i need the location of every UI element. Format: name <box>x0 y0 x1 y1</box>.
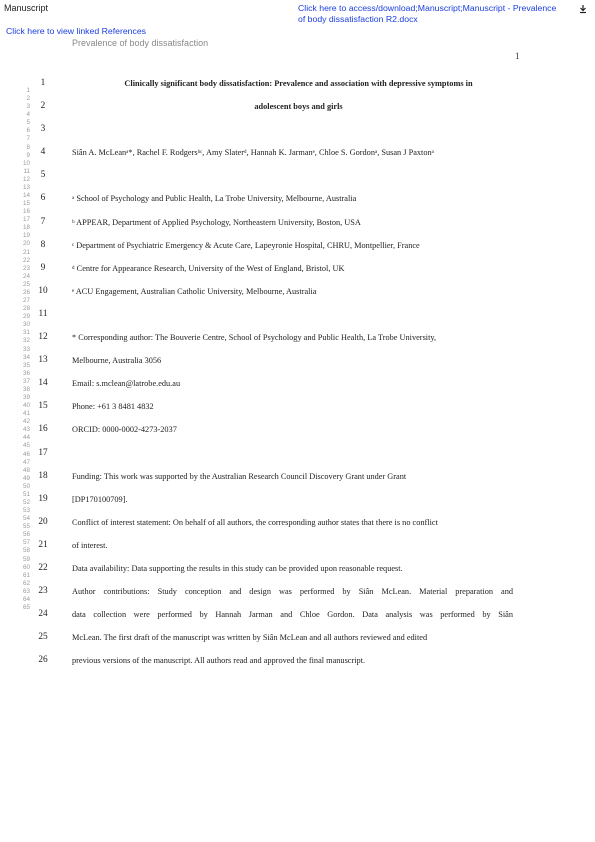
continuous-line-number: 47 <box>22 458 30 466</box>
continuous-line-number: 18 <box>22 224 30 232</box>
manuscript-line <box>0 604 595 627</box>
line-text: ᵈ Centre for Appearance Research, University of the West of England, Bristol, UK <box>72 263 345 273</box>
continuous-line-number: 3 <box>26 103 30 111</box>
continuous-line-number: 9 <box>26 151 30 159</box>
continuous-line-number: 26 <box>22 288 30 296</box>
continuous-line-number: 50 <box>22 482 30 490</box>
continuous-line-number: 48 <box>22 466 30 474</box>
continuous-line-number: 55 <box>22 523 30 531</box>
line-number: 12 <box>38 332 48 343</box>
page-number: 1 <box>515 51 520 61</box>
line-text: previous versions of the manuscript. All authors read and approved the final manuscript. <box>72 656 366 666</box>
continuous-line-number: 5 <box>26 119 30 127</box>
manuscript-line <box>0 650 595 673</box>
continuous-line-number: 62 <box>22 579 30 587</box>
manuscript-label: Manuscript <box>4 3 49 13</box>
line-text: Author contributions: Study conception and design was performed by Siân McLean. Material preparation and <box>72 587 513 597</box>
line-text: ᵉ ACU Engagement, Australian Catholic University, Melbourne, Australia <box>72 286 317 296</box>
continuous-line-number: 14 <box>22 192 30 200</box>
title-text: Clinically significant body dissatisfaction: Prevalence and association with depressive symptoms in <box>124 79 473 88</box>
manuscript-line <box>0 443 595 466</box>
continuous-line-number: 34 <box>22 353 30 361</box>
manuscript-line <box>0 304 595 327</box>
line-number: 1 <box>40 78 46 88</box>
manuscript-line <box>0 281 595 304</box>
manuscript-line <box>0 581 595 604</box>
continuous-line-number: 45 <box>22 442 30 450</box>
line-text: Data availability: Data supporting the results in this study can be provided upon reasonable request. <box>72 563 403 573</box>
continuous-line-number: 1 <box>26 87 30 94</box>
line-number: 22 <box>38 562 48 573</box>
line-number: 10 <box>38 285 48 296</box>
continuous-line-number: 54 <box>22 515 30 523</box>
continuous-line-number: 12 <box>22 175 30 183</box>
continuous-line-number: 56 <box>22 531 30 539</box>
line-text: * Corresponding author: The Bouverie Centre, School of Psychology and Public Health, La Trobe University, <box>72 333 437 343</box>
manuscript-line <box>0 258 595 281</box>
continuous-line-number: 37 <box>22 377 30 385</box>
line-number: 15 <box>38 401 48 412</box>
continuous-line-number: 4 <box>26 111 30 119</box>
continuous-line-number: 25 <box>22 280 30 288</box>
line-number: 19 <box>38 493 48 504</box>
line-text: data collection were performed by Hannah Jarman and Chloe Gordon. Data analysis was performed by Siân <box>72 610 513 620</box>
line-number: 20 <box>38 516 48 527</box>
line-number: 4 <box>40 147 46 158</box>
manuscript-line <box>0 489 595 512</box>
continuous-line-number: 58 <box>22 547 30 555</box>
continuous-line-number: 24 <box>22 272 30 280</box>
continuous-line-number: 39 <box>22 393 30 401</box>
line-number: 24 <box>38 609 48 620</box>
manuscript-line <box>0 350 595 373</box>
line-number: 14 <box>38 378 48 389</box>
line-text: Conflict of interest statement: On behalf of all authors, the corresponding author states that there is no conflict <box>72 517 438 527</box>
continuous-line-number: 63 <box>22 587 30 595</box>
manuscript-line <box>0 419 595 442</box>
line-number: 18 <box>38 470 48 481</box>
line-text: ORCID: 0000-0002-4273-2037 <box>72 425 177 435</box>
line-number: 7 <box>40 216 46 227</box>
continuous-line-number: 64 <box>22 595 30 603</box>
line-text: [DP170100709]. <box>72 494 128 504</box>
manuscript-body <box>0 73 595 673</box>
continuous-line-number: 27 <box>22 297 30 305</box>
continuous-line-number: 35 <box>22 361 30 369</box>
continuous-line-number: 33 <box>22 345 30 353</box>
line-text: Melbourne, Australia 3056 <box>72 356 162 366</box>
manuscript-line <box>0 165 595 188</box>
line-text: Siân A. McLeanᵃ*, Rachel F. Rodgersᵇᶜ, Amy Slaterᵈ, Hannah K. Jarmanᵉ, Chloe S. Gordonᵃ, Susan J Paxtonᵃ <box>72 148 434 158</box>
continuous-line-number: 23 <box>22 264 30 272</box>
line-text[interactable]: Email: s.mclean@latrobe.edu.au <box>72 379 181 389</box>
continuous-line-number: 57 <box>22 539 30 547</box>
line-number: 11 <box>38 308 48 319</box>
line-text: Funding: This work was supported by the Australian Research Council Discovery Grant under Grant <box>72 471 407 481</box>
line-number: 9 <box>40 262 46 273</box>
continuous-line-number: 65 <box>22 604 30 611</box>
title-text: adolescent boys and girls <box>254 102 343 112</box>
continuous-line-number: 43 <box>22 426 30 434</box>
continuous-line-number: 36 <box>22 369 30 377</box>
line-text: McLean. The first draft of the manuscript was written by Siân McLean and all authors reviewed and edited <box>72 633 428 643</box>
continuous-line-number: 10 <box>22 159 30 167</box>
continuous-line-number: 30 <box>22 321 30 329</box>
line-text: ᵇ APPEAR, Department of Applied Psychology, Northeastern University, Boston, USA <box>72 217 361 227</box>
line-number: 8 <box>40 239 46 250</box>
manuscript-line <box>0 373 595 396</box>
access-download-link[interactable]: Click here to access/download;Manuscript;Manuscript - Prevalence of body dissatisfaction R2.docx <box>298 3 557 24</box>
manuscript-line <box>0 535 595 558</box>
line-number: 5 <box>40 170 46 181</box>
continuous-line-number: 40 <box>22 402 30 410</box>
manuscript-line <box>0 327 595 350</box>
continuous-line-number: 11 <box>23 167 30 175</box>
line-number: 17 <box>38 447 48 458</box>
line-number: 6 <box>40 193 46 204</box>
continuous-line-number: 49 <box>22 474 30 482</box>
manuscript-line <box>0 235 595 258</box>
manuscript-line <box>0 393 595 419</box>
manuscript-line <box>0 119 595 142</box>
continuous-line-number: 15 <box>22 200 30 208</box>
continuous-line-number: 7 <box>26 135 30 143</box>
line-text: of interest. <box>72 540 108 550</box>
line-number: 2 <box>40 101 46 112</box>
manuscript-line <box>0 96 595 119</box>
manuscript-line <box>0 466 595 489</box>
manuscript-line <box>0 555 595 581</box>
continuous-line-number: 22 <box>22 256 30 264</box>
continuous-line-number: 52 <box>22 498 30 506</box>
running-head: Prevalence of body dissatisfaction <box>72 38 209 48</box>
continuous-line-number: 17 <box>22 216 30 224</box>
continuous-line-number: 44 <box>22 434 30 442</box>
continuous-line-number: 16 <box>22 208 30 216</box>
continuous-line-number: 29 <box>22 313 30 321</box>
continuous-line-number: 2 <box>26 95 30 103</box>
continuous-line-number: 46 <box>22 450 30 458</box>
manuscript-line <box>0 142 595 165</box>
line-number: 13 <box>38 355 48 366</box>
continuous-line-number: 41 <box>22 410 30 418</box>
continuous-line-number: 19 <box>22 232 30 240</box>
continuous-line-number: 6 <box>26 127 30 135</box>
download-arrow-icon[interactable] <box>578 4 588 14</box>
line-text: Phone: +61 3 8481 4832 <box>72 402 154 412</box>
linked-references-link[interactable]: Click here to view linked References <box>6 26 147 36</box>
continuous-line-number: 53 <box>22 507 30 515</box>
continuous-line-number: 61 <box>22 571 30 579</box>
line-number: 23 <box>38 586 48 597</box>
continuous-line-number: 21 <box>22 248 30 256</box>
continuous-line-number: 60 <box>22 563 30 571</box>
line-number: 16 <box>38 424 48 435</box>
manuscript-line <box>0 212 595 235</box>
continuous-line-number: 42 <box>22 418 30 426</box>
continuous-line-number: 31 <box>22 329 30 337</box>
manuscript-line <box>0 512 595 535</box>
line-number: 3 <box>40 124 46 135</box>
manuscript-line <box>0 627 595 650</box>
continuous-line-number: 59 <box>22 555 30 563</box>
manuscript-line <box>0 188 595 211</box>
continuous-line-number: 8 <box>26 143 30 151</box>
line-number: 21 <box>38 539 48 550</box>
continuous-line-number: 20 <box>22 240 30 248</box>
continuous-line-number: 38 <box>22 385 30 393</box>
continuous-line-number: 51 <box>22 490 30 498</box>
line-text: ᶜ Department of Psychiatric Emergency & Acute Care, Lapeyronie Hospital, CHRU, Montpellier, France <box>72 240 420 250</box>
line-number: 25 <box>38 632 48 643</box>
line-text: ᵃ School of Psychology and Public Health, La Trobe University, Melbourne, Australia <box>72 194 357 204</box>
line-number: 26 <box>38 655 48 666</box>
continuous-line-number: 28 <box>22 305 30 313</box>
manuscript-line <box>0 73 595 96</box>
continuous-line-number: 32 <box>22 337 30 345</box>
continuous-line-number: 13 <box>22 183 30 191</box>
